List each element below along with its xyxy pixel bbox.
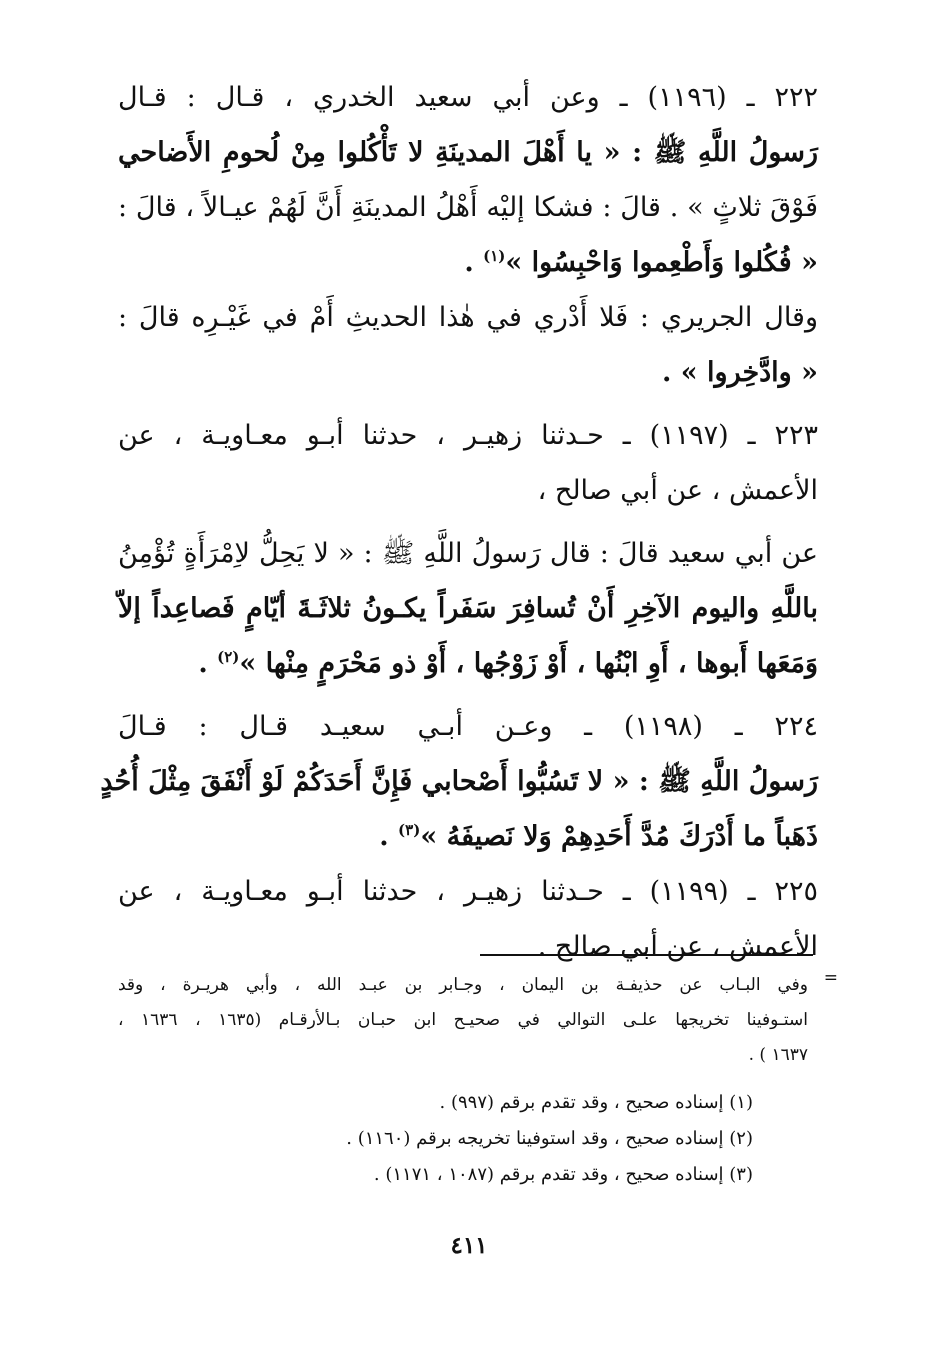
- hadith-224-line-2: رَسولُ اللَّهِ ﷺ : « لا تَسُبُّوا أَصْحابي فَإِنَّ أَحَدَكُمْ لَوْ أَنْفَقَ مِثْلَ أُحُدٍ: [100, 766, 818, 797]
- hadith-224-line-1: ٢٢٤ ـ (١١٩٨) ـ وعـن أبـي سعيـد قـال : قـالَ: [118, 711, 818, 742]
- hadith-223-matn-line-1: عن أبي سعيد قالَ : قال رَسولُ اللَّهِ ﷺ : « لا يَحِلُّ لاِمْرَأَةٍ تُؤْمِنُ: [118, 538, 818, 569]
- jariri-remark-line-2: « وادَّخِروا » .: [661, 357, 818, 388]
- footnotes-area: [118, 968, 838, 1193]
- continued-note-line-3: ١٦٣٧ ) .: [748, 1045, 808, 1065]
- continued-note: [118, 968, 838, 1073]
- hadith-222-line-2: رَسولُ اللَّهِ ﷺ : « يا أَهْلَ المدينَةِ لا تَأْكُلوا مِنْ لُحومِ الأَضاحي: [118, 137, 818, 168]
- jariri-remark-line-1: وقال الجريري : فَلا أَدْري في هٰذا الحديثِ أَمْ في غَيْـرِه قالَ :: [118, 302, 818, 333]
- hadith-222-line-3: فَوْقَ ثلاثٍ » . قالَ : فشكا إليْه أَهْلُ المدينَةِ أَنَّ لَهُمْ عيـالاً ، قالَ :: [118, 192, 818, 223]
- hadith-223-matn-line-2: باللَّهِ واليوم الآخِرِ أَنْ تُسافِرَ سَفَراً يكـونُ ثلاثَـةَ أيّامٍ فَصاعِداً إلاّ: [118, 593, 818, 624]
- page-number: [0, 1232, 938, 1259]
- hadith-222-text-end: « فُكُلوا وَأَطْعِموا وَاحْبِسُوا »: [505, 247, 818, 278]
- footnote-3: (٣) إسناده صحيح ، وقد تقدم برقم (١٠٨٧ ، ١١٧١) .: [373, 1164, 753, 1185]
- footnote-ref-2: (٢): [217, 648, 240, 666]
- page-number-value: ٤١١: [450, 1232, 488, 1259]
- footnote-ref-3: (٣): [398, 821, 421, 839]
- hadith-224-text-end: ذَهَباً ما أَدْرَكَ مُدَّ أَحَدِهِمْ وَلا نَصيفَهُ »: [420, 821, 818, 852]
- footnote-divider: [480, 954, 813, 956]
- continued-note-line-1: وفي البـاب عن حذيفـة بن اليمان ، وجـابر بن عبـد الله ، وأبي هريـرة ، وقد: [118, 975, 808, 995]
- hadith-223-line-1: ٢٢٣ ـ (١١٩٧) ـ حـدثنا زهيـر ، حدثنا أبـو معـاويـة ، عن: [118, 420, 818, 451]
- footnote-2: (٢) إسناده صحيح ، وقد استوفينا تخريجه برقم (١١٦٠) .: [346, 1128, 753, 1149]
- hadith-225-line-2: الأعمش ، عن أبي صالح .: [537, 931, 818, 962]
- footnote-ref-1: (١): [483, 247, 506, 265]
- hadith-224-line-3: ذَهَباً ما أَدْرَكَ مُدَّ أَحَدِهِمْ وَلا نَصيفَهُ »$^{(٣)}$ .: [379, 821, 818, 852]
- hadith-223-line-2: الأعمش ، عن أبي صالح ،: [537, 475, 818, 506]
- footnote-1: (١) إسناده صحيح ، وقد تقدم برقم (٩٩٧) .: [439, 1092, 753, 1113]
- continued-note-line-2: استـوفينا تخريجها علـى التوالي في صحيـح ابن حبـان بـالأرقـام (١٦٣٥ ، ١٦٣٦ ،: [118, 1010, 809, 1030]
- hadith-223-text-end: وَمَعَها أَبوها ، أَوِ ابْنُها ، أَوْ زَوْجُها ، أَوْ ذو مَحْرَمٍ مِنْها »: [239, 648, 818, 679]
- hadith-222-line-1: ٢٢٢ ـ (١١٩٦) ـ وعن أبي سعيد الخدري ، قـال : قـال: [118, 82, 819, 113]
- hadith-225-line-1: ٢٢٥ ـ (١١٩٩) ـ حـدثنا زهيـر ، حدثنا أبـو معـاويـة ، عن: [118, 876, 818, 907]
- continuation-marker: =: [823, 968, 838, 988]
- footnote-list: [118, 1085, 808, 1193]
- hadith-223-matn-line-3: وَمَعَها أَبوها ، أَوِ ابْنُها ، أَوْ زَوْجُها ، أَوْ ذو مَحْرَمٍ مِنْها »$^{(٢)}$ .: [198, 648, 818, 679]
- hadith-222-line-4: « فُكُلوا وَأَطْعِموا وَاحْبِسُوا »$^{(١)}$ .: [464, 247, 818, 278]
- main-text: [100, 70, 819, 974]
